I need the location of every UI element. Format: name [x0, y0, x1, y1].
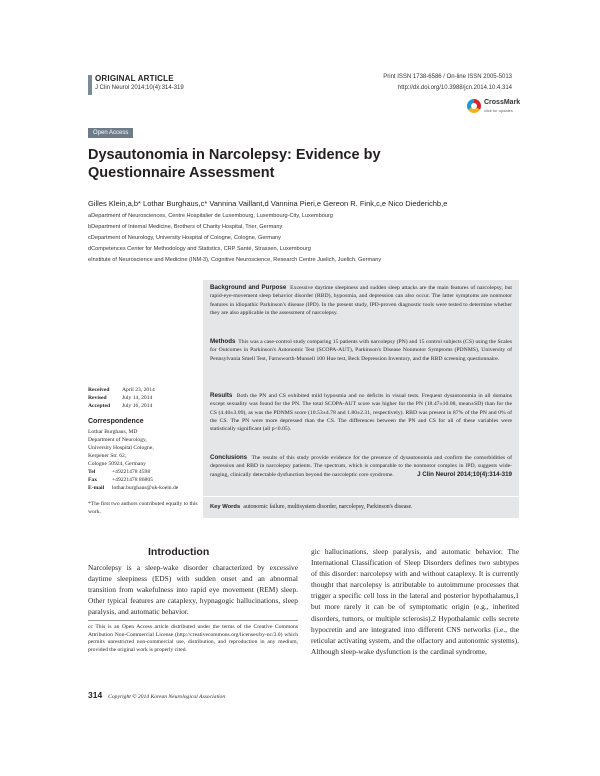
correspondence-block [88, 428, 198, 492]
results-text: Both the PN and CS exhibited mild hyposmia and no deficits in visual tests. Frequent dysautonomia in all domains except sexuality was found for the PN. The total SCOPA-AUT score was higher for the PN (18.47±10.08, mean±SD) than for the CS (4.40±3.09), as was the PDNMS score (10.53±4.78 and 1.80±2.31, respectively). RBD was present in 87% of the PN and 0% of the CS. The PN were more depressed than the CS. The differences between the PN and CS for all of these variables were statistically significant (all p<0.05). [210, 393, 513, 433]
paper-title [88, 146, 468, 182]
title-line-2: Questionnaire Assessment [88, 165, 275, 181]
abstract-conclusions [210, 454, 512, 479]
page-footer [88, 690, 225, 700]
fax-value: +49221478 86805 [112, 477, 153, 483]
affiliation-d: dCompetences Center for Methodology and Statistics, CRP Santé, Strassen, Luxembourg [88, 246, 311, 252]
page-number: 314 [88, 690, 103, 700]
fax-label: Fax [88, 477, 98, 483]
affiliation-c: cDepartment of Neurology, University Hospital of Cologne, Cologne, Germany [88, 235, 281, 241]
copyright: Copyright © 2014 Korean Neurological Association [108, 694, 226, 700]
affiliation-b: bDepartment of Internal Medicine, Brothers of Charity Hospital, Trier, Germany [88, 224, 283, 230]
abstract-background [210, 284, 512, 317]
keywords [210, 504, 512, 510]
date-value: April 23, 2014 [122, 387, 155, 393]
email-link[interactable]: lothar.burghaus@uk-koeln.de [112, 485, 179, 491]
background-text: Excessive daytime sleepiness and sudden sleep attacks are the main features of narcolepsy, but rapid-eye-movement sleep behavior disorder (RBD), hyposmia, and depression can also occur. The latter symptoms are nonmotor features in idiopathic Parkinson's disease (IPD). In the present study, IPD-proven diagnostic tools were tested to determine whether they are also applicable in the assessment of narcolepsy. [210, 285, 512, 316]
article-type: ORIGINAL ARTICLE [95, 74, 174, 83]
keywords-text: autonomic failure, multisystem disorder, narcolepsy, Parkinson's disease. [243, 504, 413, 510]
affiliation-e: eInstitute of Neuroscience and Medicine (INM-3), Cognitive Neuroscience, Research Centre Juelich, Juelich, Germany [88, 257, 382, 263]
email-label: E-mail [88, 485, 105, 491]
corr-fax [88, 476, 198, 484]
crossmark-icon [467, 99, 481, 113]
tel-label: Tel [88, 469, 96, 475]
intro-right-column: gic hallucinations, sleep paralysis, and automatic behavior. The International Classification of Sleep Disorders defines two subtypes of this disorder: narcolepsy with and without cataplexy. It is currently thought that narcolepsy is attributable to autoimmune processes that trigger a specific cell loss in the lateral and posterior hypothalamus,1 but more rarely it can be of symptomatic origin (e.g., inherited disorders, tumors, or multiple sclerosis).2 Hypothalamic cells secrete hypocretin and are integrated into different CNS networks (i.e., the reticular activating system, and the olfactory and autonomic systems). Although sleep-wake dysfunction is the cardinal syndrome, [311, 547, 519, 656]
abstract-results [210, 392, 512, 433]
keyword-divider [203, 496, 519, 497]
date-row [88, 386, 155, 394]
corr-hospital: University Hospital Cologne, [88, 445, 154, 451]
license-note: cc This is an Open Access article distributed under the terms of the Creative Commons Attribution Non-Commercial License (http://creativecommons.org/licenses/by-nc/3.0) which permits unrestricted non-commercial use, distribution, and reproduction in any medium, provided the original work is properly cited. [88, 620, 298, 654]
equal-contribution-note: *The first two authors contributed equally to this work. [88, 501, 198, 515]
article-dates [88, 386, 155, 410]
introduction-heading: Introduction [148, 546, 210, 558]
abstract-citation: J Clin Neurol 2014;10(4):314-319 [417, 470, 512, 478]
date-label: Received [88, 387, 110, 393]
methods-label: Methods [210, 338, 236, 345]
keywords-label: Key Words [210, 504, 241, 510]
journal-citation: J Clin Neurol 2014;10(4):314-319 [95, 85, 184, 91]
crossmark-button[interactable] [467, 99, 529, 115]
background-label: Background and Purpose [210, 284, 287, 291]
open-access-badge: Open Access [88, 128, 133, 138]
corr-tel [88, 468, 198, 476]
corr-email [88, 484, 198, 492]
corr-city: Cologne 50924, Germany [88, 461, 146, 467]
correspondence-title: Correspondence [88, 418, 144, 425]
date-label: Accepted [88, 403, 111, 409]
date-row [88, 402, 155, 410]
title-line-1: Dysautonomia in Narcolepsy: Evidence by [88, 147, 381, 163]
results-label: Results [210, 392, 233, 399]
corr-name: Lothar Burghaus, MD [88, 429, 138, 435]
doi-link[interactable]: http://dx.doi.org/10.3988/jcn.2014.10.4.314 [397, 85, 512, 91]
header-accent-bar [88, 75, 92, 95]
author-list: Gilles Klein,a,b* Lothar Burghaus,c* Vannina Vaillant,d Vannina Pieri,e Gereon R. Fink,c,e Nico Diederichb,e [88, 199, 448, 208]
abstract-methods [210, 338, 512, 363]
date-value: July 14, 2014 [122, 395, 153, 401]
date-value: July 16, 2014 [122, 403, 153, 409]
corr-dept: Department of Neurology, [88, 437, 147, 443]
issn: Print ISSN 1738-6586 / On-line ISSN 2005-5013 [383, 74, 512, 80]
crossmark-label: CrossMark [484, 99, 521, 106]
conclusions-label: Conclusions [210, 454, 248, 461]
conclusions-text: The results of this study provide evidence for the presence of dysautonomia and confirm the comorbidities of depression and RBD in narcolepsy patients. The spectrum, which is comparable to the nonmotor complex in IPD, suggests wide-ranging, clinically detectable dysfunction beyond the narcoleptic core syndrome. [210, 455, 513, 478]
methods-text: This was a case-control study comparing 15 patients with narcolepsy (PN) and 15 control subjects (CS) using the Scales for Outcomes in Parkinson's Autonomic Test (SCOPA-AUT), Parkinson's Disease Nonmotor Symptoms (PDNMS), University of Pennsylvania Smell Test, Farnsworth-Munsell 100 Hue test, Beck Depression Inventory, and the RBD screening questionnaire. [210, 339, 512, 362]
tel-value: +49221478 4598 [112, 469, 151, 475]
date-label: Revised [88, 395, 107, 401]
corr-street: Kerpener Str. 62, [88, 453, 127, 459]
affiliation-a: aDepartment of Neurosciences, Centre Hospitalier de Luxembourg, Luxembourg-City, Luxembourg [88, 213, 333, 219]
intro-left-column: Narcolepsy is a sleep-wake disorder characterized by excessive daytime sleepiness (EDS) with sudden onset and an abnormal transition from wakefulness into rapid eye movement (REM) sleep. Other typical features are cataplexy, hypnagogic hallucinations, sleep paralysis, and automatic behavior. [88, 563, 298, 617]
date-row [88, 394, 155, 402]
crossmark-sub-label: click for updates [484, 108, 513, 113]
